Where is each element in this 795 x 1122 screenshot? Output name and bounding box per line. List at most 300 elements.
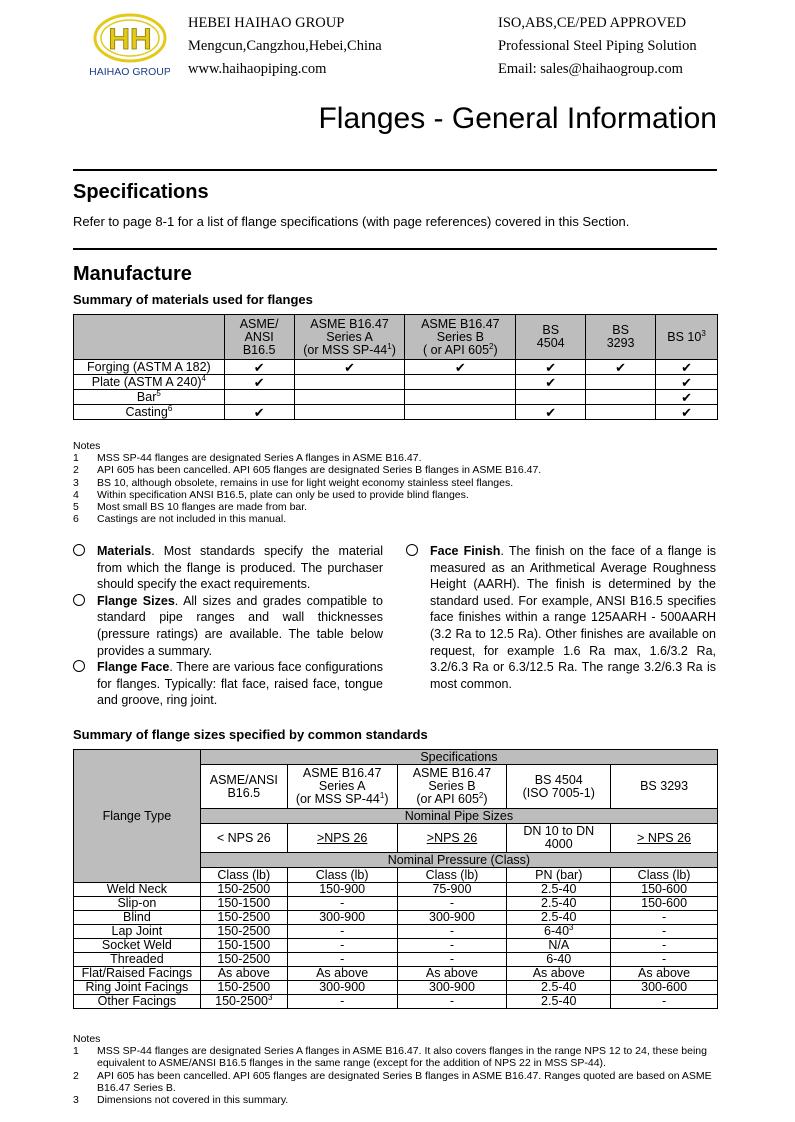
header-text: ASME/ (239, 316, 279, 331)
divider (73, 248, 717, 250)
table-row (74, 981, 718, 995)
empty-cell (224, 390, 294, 405)
header-text: (ISO 7005-1) (522, 785, 595, 800)
flange-type: Ring Joint Facings (74, 981, 201, 995)
range-cell (287, 925, 397, 939)
note-item (73, 464, 541, 476)
note-text: BS 10, although obsolete, remains in use for light weight economy stainless steel flanges. (97, 476, 514, 489)
range-value: 2.5-40 (541, 994, 577, 1008)
materials-corner-cell (74, 315, 225, 360)
header-line (658, 328, 715, 344)
note-text: API 605 has been cancelled. API 605 flanges are designated Series B flanges in ASME B16.47. Ranges quoted are based on ASME B16.47 Series B. (97, 1069, 712, 1094)
range-cell (611, 967, 718, 981)
footnote-ref: 3 (701, 328, 706, 338)
range-cell (611, 925, 718, 939)
range-cell (611, 981, 718, 995)
header-text: BS (542, 323, 560, 337)
materials-col-header (224, 315, 294, 360)
header-text: 3293 (606, 336, 635, 350)
table-row (74, 995, 718, 1009)
header-line (588, 337, 653, 350)
check-mark-cell (516, 360, 586, 375)
range-value: 300-900 (319, 980, 366, 994)
sizes-notes (73, 1033, 723, 1106)
range-value: - (340, 938, 345, 952)
note-text: Castings are not included in this manual. (97, 513, 287, 526)
bullet-item (73, 593, 383, 659)
note-item (73, 477, 541, 489)
range-value: 300-900 (429, 910, 475, 924)
header-text: ASME B16.47 (421, 316, 500, 331)
note-text: MSS SP-44 flanges are designated Series A flanges in ASME B16.47. (97, 452, 422, 465)
note-number: 2 (73, 1069, 79, 1082)
footnote-ref: 3 (267, 992, 273, 1002)
range-cell (200, 911, 287, 925)
header-text: ASME B16.47 (412, 766, 492, 780)
pressure-unit: Class (lb) (397, 868, 507, 883)
materials-col-header (656, 315, 718, 360)
range-cell (287, 883, 397, 897)
footnote-ref: 4 (201, 373, 206, 383)
sizes-table (73, 749, 718, 1009)
header-text: Series A (326, 329, 373, 344)
bullet-text: . There are various face configurations for flanges. Typically: flat face, raised face, tongue and groove, ring joint. (97, 660, 383, 708)
check-mark-cell (586, 360, 656, 375)
range-cell (611, 911, 718, 925)
range-value: - (661, 924, 667, 938)
approvals: ISO,ABS,CE/PED APPROVED (498, 15, 687, 31)
material-label (74, 390, 225, 405)
company-name: HEBEI HAIHAO GROUP (188, 15, 345, 31)
range-value: - (449, 938, 455, 952)
range-cell (287, 911, 397, 925)
range-value: As above (316, 966, 369, 980)
standard-col-header (287, 765, 397, 809)
note-number: 1 (73, 452, 79, 465)
company-logo (90, 12, 170, 80)
range-cell (287, 939, 397, 953)
footnote-ref: 1 (387, 341, 392, 351)
check-mark-cell (516, 375, 586, 390)
note-item (73, 1070, 723, 1094)
range-value: - (340, 994, 345, 1008)
sizes-table-title: Summary of flange sizes specified by common standards (73, 727, 428, 742)
pressure-unit: Class (lb) (287, 868, 397, 883)
header-line (613, 780, 715, 793)
materials-table (73, 314, 718, 420)
header-line (509, 787, 608, 800)
footnote-ref: 5 (156, 388, 161, 398)
header-text: Series B (428, 779, 476, 793)
range-cell (507, 922, 611, 939)
nps-value: >NPS 26 (426, 830, 478, 845)
logo-letters: HH (108, 23, 152, 56)
notes-title: Notes (73, 440, 101, 452)
check-mark-cell (656, 390, 718, 405)
nps-value: < NPS 26 (216, 830, 271, 845)
note-text: Within specification ANSI B16.5, plate can only be used to provide blind flanges. (97, 488, 469, 501)
nominal-pipe-size (397, 824, 507, 853)
check-icon: ✔ (545, 359, 557, 375)
range-value: - (449, 994, 455, 1008)
material-name: Forging (ASTM A 182) (87, 359, 211, 374)
empty-cell (405, 405, 516, 420)
table-row (74, 925, 718, 939)
range-value: 150-2500 (217, 882, 271, 896)
bullet-term: Flange Face (97, 660, 170, 675)
range-cell (507, 981, 611, 995)
range-cell (611, 939, 718, 953)
header-text: Series B (436, 329, 484, 344)
range-value: 2.5-40 (541, 896, 577, 910)
bullet-circle-icon (73, 660, 85, 672)
header-line (297, 341, 403, 357)
materials-table-title: Summary of materials used for flanges (73, 292, 313, 307)
range-cell (507, 953, 611, 967)
material-name: Casting (125, 404, 168, 419)
company-website[interactable]: www.haihaopiping.com (188, 61, 327, 77)
check-mark-cell (516, 405, 586, 420)
material-name: Bar (136, 389, 157, 404)
bullet-circle-icon (406, 544, 418, 556)
range-value: 150-600 (641, 882, 688, 896)
header-line (518, 337, 583, 350)
range-value: 150-2500 (217, 980, 271, 994)
range-value: - (661, 952, 667, 966)
flange-type: Lap Joint (74, 925, 201, 939)
range-value: - (661, 994, 667, 1008)
materials-col-header (516, 315, 586, 360)
note-item (73, 489, 541, 501)
materials-col-header (294, 315, 405, 360)
range-cell (397, 897, 507, 911)
note-item (73, 1094, 723, 1106)
bullet-item (406, 543, 716, 692)
footnote-ref: 1 (379, 790, 385, 800)
standard-col-header (200, 765, 287, 809)
bullet-circle-icon (73, 594, 85, 606)
material-label (74, 405, 225, 420)
bullet-item (73, 659, 383, 709)
footnote-ref: 3 (569, 922, 574, 932)
check-icon: ✔ (545, 404, 557, 420)
range-value: - (340, 952, 345, 966)
range-cell (397, 953, 507, 967)
range-cell (200, 953, 287, 967)
range-cell (507, 967, 611, 981)
header-text: ASME/ANSI (209, 772, 278, 787)
standard-col-header (507, 765, 611, 809)
note-number: 5 (73, 501, 79, 514)
range-cell (200, 925, 287, 939)
range-value: 150-1500 (217, 938, 271, 952)
check-icon: ✔ (681, 359, 692, 375)
company-email[interactable]: Email: sales@haihaogroup.com (498, 61, 683, 77)
check-icon: ✔ (681, 389, 692, 405)
table-row (74, 390, 718, 405)
range-value: 75-900 (432, 882, 472, 896)
bullet-text: . The finish on the face of a flange is measured as an Arithmetical Average Roughness Height (AARH). The finish is determined by the standard used. For example, ANSI B16.5 specifies face finishes within a range 125AARH - 500AARH (3.2 Ra to 12.5 Ra). Other finishes are available on request, for example 1.6 Ra max, 1.6/3.2 Ra, 3.2/6.3 Ra or 6.3/12.5 Ra. The range 3.2/6.3 Ra is most common. (430, 544, 716, 691)
check-mark-cell (656, 360, 718, 375)
material-label (74, 360, 225, 375)
range-cell (397, 967, 507, 981)
footnote-ref: 2 (478, 790, 484, 800)
empty-cell (294, 390, 405, 405)
check-mark-cell (224, 405, 294, 420)
header-text: ) (391, 342, 396, 357)
range-cell (507, 939, 611, 953)
range-value: 150-600 (641, 896, 688, 910)
nominal-pressure-header: Nominal Pressure (Class) (200, 853, 717, 868)
empty-cell (586, 375, 656, 390)
range-cell (200, 883, 287, 897)
range-cell (507, 897, 611, 911)
nominal-pipe-size (611, 824, 718, 853)
range-value: As above (638, 966, 691, 980)
note-text: MSS SP-44 flanges are designated Series A flanges in ASME B16.47. It also covers flanges in the range NPS 12 to 24, these being equivalent to ASME/ANSI B16.5 flanges in the same range (except for the addition of NPS 22 in MSS SP-44). (97, 1045, 707, 1070)
divider (73, 169, 717, 171)
range-cell (287, 981, 397, 995)
header-text: BS 3293 (640, 779, 689, 793)
note-item (73, 513, 541, 525)
range-value: - (661, 910, 667, 924)
nps-value: >NPS 26 (316, 830, 368, 845)
notes-title: Notes (73, 1033, 101, 1045)
materials-col-header (586, 315, 656, 360)
header-text: B16.5 (227, 785, 261, 800)
range-value: 2.5-40 (541, 980, 577, 994)
range-cell (507, 911, 611, 925)
header-text: Series A (318, 779, 366, 793)
range-cell (287, 995, 397, 1009)
range-value: 150-1500 (217, 896, 271, 910)
range-value: 300-900 (429, 980, 475, 994)
check-icon: ✔ (681, 374, 692, 390)
check-mark-cell (405, 360, 516, 375)
material-label (74, 375, 225, 390)
note-number: 6 (73, 513, 79, 526)
range-cell (287, 897, 397, 911)
note-item (73, 452, 541, 464)
empty-cell (586, 405, 656, 420)
header-text: BS 4504 (534, 772, 583, 787)
range-value: 150-900 (319, 882, 366, 896)
range-cell (397, 995, 507, 1009)
table-row (74, 911, 718, 925)
range-cell (397, 883, 507, 897)
bullet-term: Face Finish (430, 544, 501, 558)
header-text: 4504 (536, 336, 565, 350)
empty-cell (294, 375, 405, 390)
range-cell (507, 995, 611, 1009)
company-address: Mengcun,Cangzhou,Hebei,China (188, 38, 382, 54)
note-number: 3 (73, 1094, 79, 1107)
table-row (74, 967, 718, 981)
empty-cell (405, 390, 516, 405)
note-number: 3 (73, 476, 79, 489)
header-line (227, 344, 292, 357)
bullets-right (406, 543, 716, 692)
note-number: 2 (73, 464, 79, 477)
check-mark-cell (224, 360, 294, 375)
range-cell (200, 981, 287, 995)
header-text: ) (483, 792, 488, 806)
flange-type: Flat/Raised Facings (74, 967, 201, 981)
empty-cell (405, 375, 516, 390)
note-number: 4 (73, 488, 79, 501)
header-text: ) (493, 342, 498, 357)
table-row (74, 883, 718, 897)
empty-cell (586, 390, 656, 405)
materials-col-header (405, 315, 516, 360)
header-text: (or MSS SP-44 (295, 792, 380, 806)
range-cell (611, 953, 718, 967)
standard-col-header (397, 765, 507, 809)
check-mark-cell (656, 405, 718, 420)
range-cell (397, 911, 507, 925)
header-text: (or MSS SP-44 (303, 342, 388, 357)
check-icon: ✔ (253, 359, 265, 375)
logo-caption: HAIHAO GROUP (90, 66, 170, 78)
check-icon: ✔ (344, 359, 355, 375)
header-text: (or API 605 (416, 792, 479, 806)
header-text: ASME B16.47 (302, 766, 382, 780)
header-text: ( or API 605 (423, 342, 490, 357)
table-row (74, 360, 718, 375)
header-text: ASME B16.47 (310, 316, 389, 331)
flange-type: Weld Neck (74, 883, 201, 897)
table-row (74, 953, 718, 967)
check-icon: ✔ (615, 359, 627, 375)
flange-type-header: Flange Type (74, 750, 201, 883)
bullet-circle-icon (73, 544, 85, 556)
table-row (74, 375, 718, 390)
header-text: ) (384, 792, 389, 806)
range-value: - (340, 896, 345, 910)
range-cell (611, 995, 718, 1009)
bullet-item (73, 543, 383, 593)
range-value: As above (425, 966, 479, 980)
range-cell (200, 897, 287, 911)
pressure-unit: Class (lb) (200, 868, 287, 883)
flange-type: Other Facings (74, 995, 201, 1009)
range-value: 150-2500 (217, 910, 271, 924)
standard-col-header (611, 765, 718, 809)
company-contact (498, 12, 697, 81)
specifications-text: Refer to page 8-1 for a list of flange specifications (with page references) covered in this Section. (73, 214, 630, 229)
range-value: 150-2500 (217, 952, 271, 966)
company-info (188, 12, 382, 81)
range-cell (397, 939, 507, 953)
range-cell (397, 925, 507, 939)
nominal-pipe-size (200, 824, 287, 853)
range-value: - (449, 952, 455, 966)
bullets-left (73, 543, 383, 709)
specifications-header: Specifications (200, 750, 717, 765)
material-name: Plate (ASTM A 240) (91, 374, 202, 389)
manufacture-heading: Manufacture (73, 263, 192, 285)
range-value: 2.5-40 (541, 910, 577, 924)
range-cell (287, 953, 397, 967)
range-value: 300-600 (641, 980, 688, 994)
note-item (73, 501, 541, 513)
nps-value: > NPS 26 (637, 830, 691, 845)
empty-cell (294, 405, 405, 420)
range-value: 150-2500 (215, 994, 268, 1008)
range-value: - (449, 896, 455, 910)
header-line (407, 341, 513, 357)
check-mark-cell (224, 375, 294, 390)
footnote-ref: 2 (489, 341, 494, 351)
note-item (73, 1045, 723, 1069)
flange-type: Blind (74, 911, 201, 925)
bullet-text: . All sizes and grades compatible to standard pipe ranges and wall thicknesses (pressure ratings) are available. The table below provides a summary. (97, 593, 383, 658)
table-row (74, 405, 718, 420)
footnote-ref: 6 (167, 403, 173, 413)
range-cell (611, 897, 718, 911)
tagline: Professional Steel Piping Solution (498, 38, 697, 54)
empty-cell (516, 390, 586, 405)
materials-notes (73, 440, 541, 525)
bullet-term: Flange Sizes (97, 593, 175, 608)
check-icon: ✔ (681, 404, 692, 420)
nps-value: DN 10 to DN 4000 (523, 824, 595, 851)
check-icon: ✔ (253, 374, 265, 390)
bullet-term: Materials (97, 544, 152, 558)
nominal-pipe-size (507, 824, 611, 853)
range-cell (200, 939, 287, 953)
header-line (290, 790, 395, 806)
nominal-pipe-size (287, 824, 397, 853)
nominal-pipe-sizes-header: Nominal Pipe Sizes (200, 809, 717, 824)
range-value: 6-40 (546, 952, 572, 966)
pressure-unit: Class (lb) (611, 868, 718, 883)
flange-type: Socket Weld (74, 939, 201, 953)
range-cell (507, 883, 611, 897)
range-value: - (340, 924, 345, 938)
range-cell (611, 883, 718, 897)
header-text: BS (612, 323, 629, 337)
range-value: - (449, 924, 455, 938)
header-text: B16.5 (242, 342, 276, 357)
header-line (400, 790, 505, 806)
note-text: API 605 has been cancelled. API 605 flanges are designated Series B flanges in ASME B16.47. (97, 464, 542, 477)
range-value: 300-900 (319, 910, 366, 924)
range-value: N/A (548, 938, 570, 952)
range-cell (200, 992, 287, 1009)
range-value: 150-2500 (217, 924, 271, 938)
note-number: 1 (73, 1045, 79, 1058)
flange-type: Threaded (74, 953, 201, 967)
specifications-heading: Specifications (73, 181, 209, 203)
range-cell (397, 981, 507, 995)
range-value: - (661, 938, 667, 952)
check-icon: ✔ (454, 359, 466, 375)
flange-type: Slip-on (74, 897, 201, 911)
range-value: As above (532, 966, 585, 980)
pressure-unit: PN (bar) (507, 868, 611, 883)
range-cell (287, 967, 397, 981)
header-text: ANSI (244, 329, 274, 344)
range-value: 2.5-40 (541, 882, 577, 896)
check-mark-cell (294, 360, 405, 375)
note-text: Dimensions not covered in this summary. (97, 1094, 289, 1107)
range-value: As above (217, 966, 270, 980)
range-cell (200, 967, 287, 981)
header-line (203, 787, 285, 800)
check-icon: ✔ (253, 404, 265, 420)
page-title: Flanges - General Information (318, 102, 717, 135)
